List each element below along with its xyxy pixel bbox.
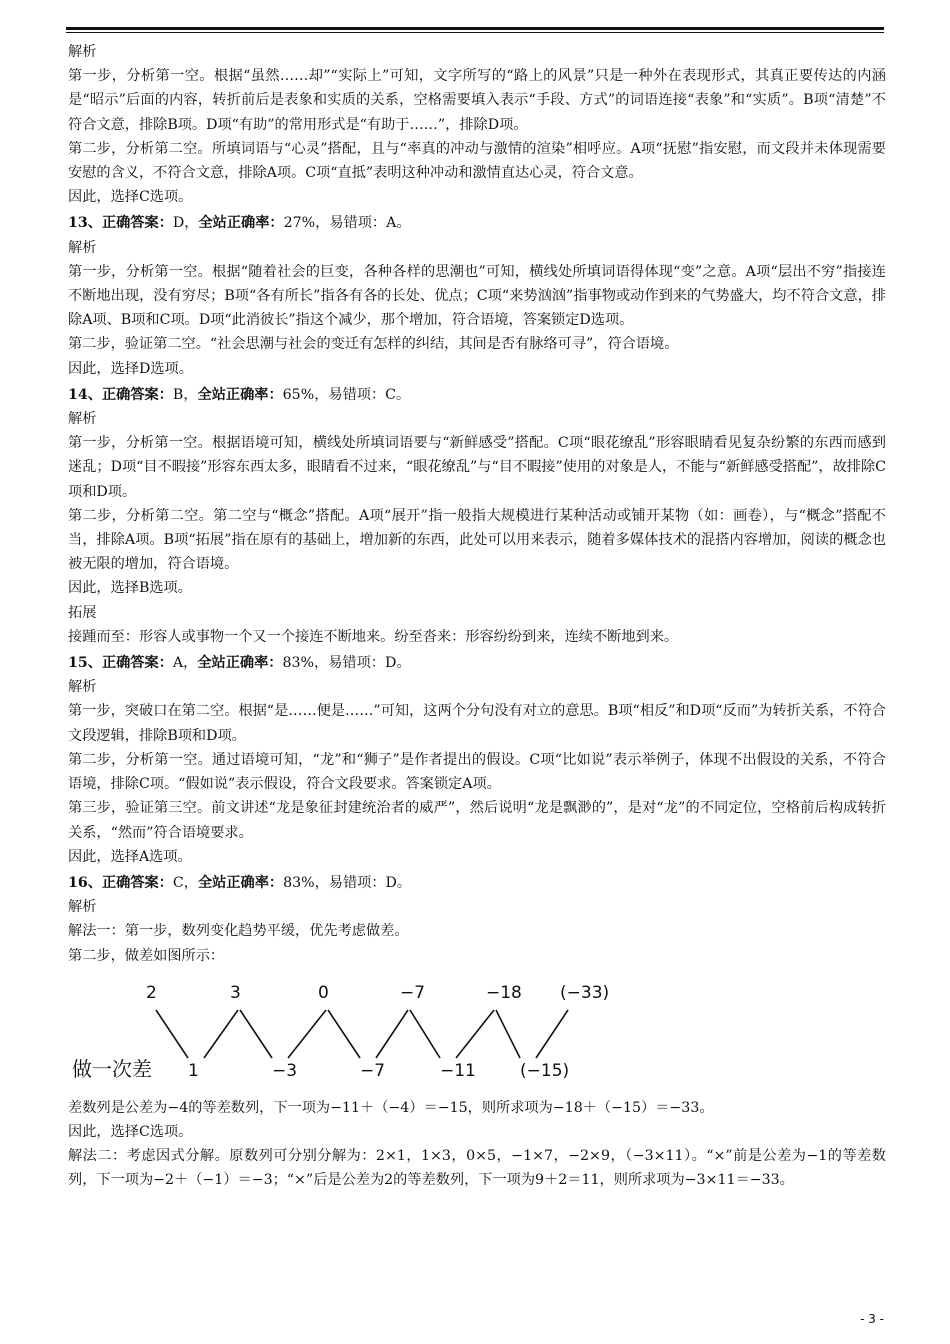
diagram-line: [288, 1010, 326, 1058]
sequence-term: 0: [318, 982, 329, 1003]
answer-value: C，: [172, 874, 198, 891]
page-number: - 3 -: [860, 1312, 884, 1326]
difference-term: −3: [272, 1060, 298, 1081]
answer-value: B，: [172, 386, 198, 403]
diagram-label: 做一次差: [72, 1056, 152, 1081]
paragraph: 差数列是公差为−4的等差数列，下一项为−11＋（−4）＝−15，则所求项为−18＋（−15）＝−33。: [68, 1099, 714, 1116]
question-number: 15、: [68, 655, 102, 672]
answer-label: 正确答案：: [101, 655, 173, 672]
accuracy-value: 83%，易错项：D。: [282, 655, 411, 672]
sequence-term: −18: [486, 982, 522, 1003]
sequence-term: 3: [230, 982, 241, 1003]
difference-term: (−15): [520, 1060, 570, 1081]
paragraph: 第二步，分析第二空。第二空与“概念”搭配。A项“展开”指一般指大规模进行某种活动或铺开某物（如：画卷），与“概念”搭配不当，排除A项。B项“拓展”指在原有的基础上，增加新的东西，此处可以用来表示，随着多媒体技术的混搭内容增加，阅读的概念也被无限的增加，符合语境。: [68, 507, 886, 573]
difference-term: 1: [188, 1060, 199, 1081]
paragraph: 解法二：考虑因式分解。原数列可分别分解为：2×1，1×3，0×5，−1×7，−2×9，（−3×11）。“×”前是公差为−1的等差数列，下一项为−2＋（−1）＝−3；“×”后是公差为2的等差数列，下一项为9＋2＝11，则所求项为−3×11＝−33。: [68, 1148, 886, 1189]
header-rule-thin: [66, 32, 884, 33]
paragraph: 第二步，验证第二空。“社会思潮与社会的变迁有怎样的纠结，其间是否有脉络可寻”，符合语境。: [68, 336, 679, 353]
paragraph: 第一步，分析第一空。根据“虽然……却”“实际上”可知，文字所写的“路上的风景”只是一种外在表现形式，其真正要传达的内涵是“昭示”后面的内容，转折前后是表象和实质的关系，空格需要填入表示“手段、方式”的词语连接“表象”和“实质”。B项“清楚”不符合文意，排除B项。D项“有助”的常用形式是“有助于……”，排除D项。: [68, 68, 886, 133]
paragraph: 接踵而至：形容人或事物一个又一个接连不断地来。纷至沓来：形容纷纷到来，连续不断地到来。: [68, 628, 679, 645]
accuracy-value: 65%，易错项：C。: [282, 386, 411, 403]
diagram-line: [536, 1010, 568, 1058]
paragraph: 第二步，做差如图所示：: [68, 947, 225, 964]
paragraph: 因此，选择B选项。: [68, 580, 192, 597]
sequence-term: (−33): [560, 982, 610, 1003]
document-body: [68, 40, 886, 1193]
diagram-line: [240, 1010, 272, 1058]
diagram-line: [410, 1010, 440, 1058]
paragraph: 因此，选择D选项。: [68, 360, 193, 377]
answer-line: [68, 383, 886, 407]
accuracy-value: 83%，易错项：D。: [283, 874, 412, 891]
answer-line: [68, 651, 886, 675]
answer-value: A，: [172, 655, 198, 672]
answer-line: [68, 871, 886, 895]
paragraph: 第一步，突破口在第二空。根据“是……便是……”可知，这两个分句没有对立的意思。B项“相反”和D项“反而”为转折关系，不符合文段逻辑，排除B项和D项。: [68, 703, 886, 744]
diagram-line: [328, 1010, 360, 1058]
answer-label: 正确答案：: [101, 874, 173, 891]
paragraph: 解析: [68, 679, 97, 696]
paragraph: 第二步，分析第一空。通过语境可知，“龙”和“狮子”是作者提出的假设。C项“比如说”表示举例子，体现不出假设的关系，不符合语境，排除C项。“假如说”表示假设，符合文段要求。答案锁定A项。: [68, 751, 886, 793]
paragraph: 拓展: [68, 604, 97, 621]
difference-term: −7: [360, 1060, 386, 1081]
accuracy-label: 全站正确率：: [197, 386, 283, 403]
paragraph: 因此，选择C选项。: [68, 1123, 193, 1140]
diagram-line: [456, 1010, 494, 1058]
answer-label: 正确答案：: [101, 215, 173, 232]
paragraph: 解析: [68, 239, 97, 256]
paragraph: 因此，选择A选项。: [68, 848, 192, 865]
diagram-line: [376, 1010, 408, 1058]
answer-label: 正确答案：: [101, 386, 173, 403]
question-number: 16、: [68, 874, 102, 891]
paragraph: 解析: [68, 411, 97, 428]
accuracy-value: 27%，易错项：A。: [283, 215, 411, 232]
diagram-line: [156, 1010, 188, 1058]
answer-line: [68, 211, 886, 235]
paragraph: 第一步，分析第一空。根据“随着社会的巨变，各种各样的思潮也”可知，横线处所填词语得体现“变”之意。A项“层出不穷”指接连不断地出现，没有穷尽；B项“各有所长”指各有各的长处、优点；C项“来势汹汹”指事物或动作到来的气势盛大，均不符合文意，排除A项、B项和C项。D项“此消彼长”指这个减少，那个增加，符合语境，答案锁定D选项。: [68, 263, 886, 329]
question-number: 13、: [68, 215, 102, 232]
paragraph: 因此，选择C选项。: [68, 189, 193, 206]
paragraph: 解析: [68, 899, 97, 916]
diagram-line: [204, 1010, 238, 1058]
sequence-term: 2: [146, 982, 157, 1003]
paragraph: 第二步，分析第二空。所填词语与“心灵”搭配，且与“率真的冲动与激情的渲染”相呼应。A项“抚慰”指安慰，而文段并未体现需要安慰的含义，不符合文意，排除A项。C项“直抵”表明这种冲动和激情直达心灵，符合文意。: [68, 140, 886, 182]
question-number: 14、: [68, 386, 102, 403]
header-rule: [66, 27, 884, 30]
accuracy-label: 全站正确率：: [197, 655, 283, 672]
sequence-term: −7: [400, 982, 426, 1003]
difference-term: −11: [440, 1060, 476, 1081]
diagram-line: [496, 1010, 520, 1058]
answer-value: D，: [172, 215, 199, 232]
paragraph: 解法一：第一步，数列变化趋势平缓，优先考虑做差。: [68, 923, 409, 940]
paragraph: 第一步，分析第一空。根据语境可知，横线处所填词语要与“新鲜感受”搭配。C项“眼花缭乱”形容眼睛看见复杂纷繁的东西而感到迷乱；D项“目不暇接”形容东西太多，眼睛看不过来，“眼花缭乱”与“目不暇接”使用的对象是人，不能与“新鲜感受搭配”，故排除C项和D项。: [68, 435, 887, 500]
paragraph: 解析: [68, 44, 97, 60]
accuracy-label: 全站正确率：: [198, 215, 284, 232]
paragraph: 第三步，验证第三空。前文讲述“龙是象征封建统治者的威严”，然后说明“龙是飘渺的”，是对“龙”的不同定位，空格前后构成转折关系，“然而”符合语境要求。: [68, 800, 886, 841]
difference-diagram: [68, 968, 886, 1096]
accuracy-label: 全站正确率：: [197, 874, 284, 891]
